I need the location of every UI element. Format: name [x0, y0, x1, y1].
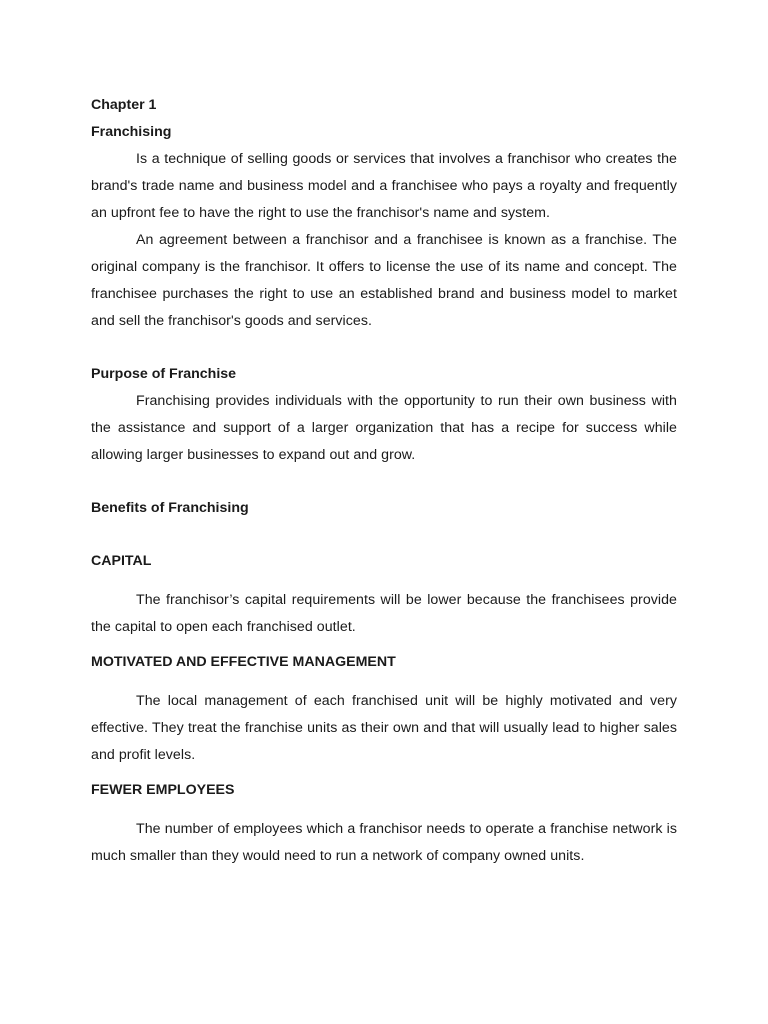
chapter-label: Chapter 1	[91, 97, 157, 113]
capital-paragraph: The franchisor’s capital requirements will be lower because the franchisees provide the capital to open each franchised outlet.	[91, 592, 677, 635]
chapter-title: Franchising	[91, 124, 172, 140]
franchising-paragraph-2: An agreement between a franchisor and a franchisee is known as a franchise. The original company is the franchisor. It offers to license the use of its name and concept. The franchisee purchases the right to use an established brand and business model to market and sell the franchisor's goods and services.	[91, 232, 677, 329]
franchising-paragraph-1: Is a technique of selling goods or services that involves a franchisor who creates the brand's trade name and business model and a franchisee who pays a royalty and frequently an upfront fee to have the right to use the franchisor's name and system.	[91, 151, 677, 221]
purpose-paragraph: Franchising provides individuals with the opportunity to run their own business with the assistance and support of a larger organization that has a recipe for success while allowing larger businesses to expand out and grow.	[91, 393, 677, 463]
employees-paragraph: The number of employees which a franchisor needs to operate a franchise network is much smaller than they would need to run a network of company owned units.	[91, 821, 677, 864]
management-paragraph: The local management of each franchised unit will be highly motivated and very effective. They treat the franchise units as their own and that will usually lead to higher sales and profit levels.	[91, 693, 677, 763]
document-page	[91, 92, 677, 870]
capital-heading: CAPITAL	[91, 553, 152, 569]
benefits-heading: Benefits of Franchising	[91, 500, 249, 516]
management-heading: MOTIVATED AND EFFECTIVE MANAGEMENT	[91, 654, 396, 670]
purpose-heading: Purpose of Franchise	[91, 366, 237, 382]
employees-heading: FEWER EMPLOYEES	[91, 782, 235, 798]
